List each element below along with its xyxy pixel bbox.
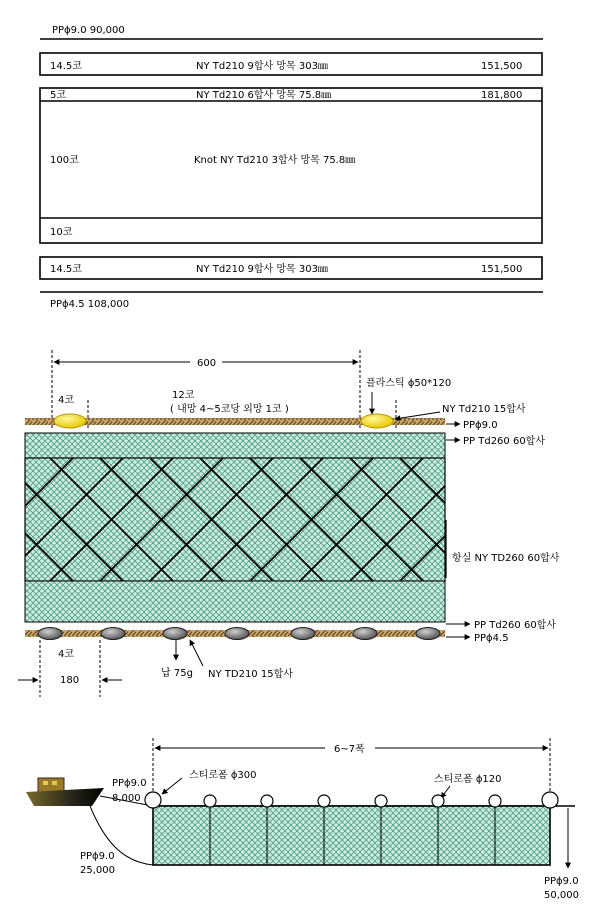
top-rope-spec-label: PPϕ9.0 <box>463 420 498 431</box>
styrofoam-float <box>145 792 161 808</box>
float-count-label: 4코 <box>58 395 75 406</box>
top-twine-label: NY Td210 15합사 <box>442 404 526 415</box>
styrofoam-float <box>375 795 387 807</box>
styrofoam-float <box>318 795 330 807</box>
boat-icon <box>26 778 104 806</box>
float-type-label: 플라스틱 ϕ50*120 <box>366 378 452 389</box>
trammel-net-body <box>25 458 445 581</box>
lead-sinker <box>225 628 249 640</box>
sinker-span-label: 180 <box>60 675 80 686</box>
trammel-twine-label: 항실 NY TD260 60합사 <box>452 553 560 564</box>
small-float-label: 스티로폼 ϕ120 <box>434 774 502 785</box>
lower-rope-length: 25,000 <box>80 865 115 876</box>
inner-top-mesh: 5코 <box>50 90 67 101</box>
lead-sinker <box>291 628 315 640</box>
styrofoam-float <box>489 795 501 807</box>
styrofoam-float <box>204 795 216 807</box>
top-rope-label: PPϕ9.0 90,000 <box>52 25 125 36</box>
deployed-net <box>153 806 550 865</box>
panel-top-material: NY Td210 9합사 망목 303㎜ <box>196 61 328 72</box>
net-detail <box>0 350 600 697</box>
top-selvedge-net <box>25 433 445 458</box>
large-float-label: 스티로폼 ϕ300 <box>189 770 257 781</box>
left-rope-length: 8,000 <box>112 793 141 804</box>
panel-top-mesh: 14.5코 <box>50 61 82 72</box>
panel-top-value: 151,500 <box>481 61 523 72</box>
inner-bottom-mesh: 10코 <box>50 227 73 238</box>
sinker-count-label: 4코 <box>58 649 75 660</box>
plastic-float <box>54 414 86 428</box>
inner-body-material: Knot NY Td210 3합사 망목 75.8㎜ <box>194 155 356 166</box>
lead-sinker <box>416 628 440 640</box>
inner-body-mesh: 100코 <box>50 155 79 166</box>
spec-table <box>40 25 543 310</box>
panel-bottom-mesh: 14.5코 <box>50 264 82 275</box>
bottom-rope-spec-label: PPϕ4.5 <box>474 633 509 644</box>
mesh-ratio-label: ( 내망 4~5코당 외망 1코 ) <box>170 404 289 415</box>
bottom-rope-label: PPϕ4.5 108,000 <box>50 299 130 310</box>
bottom-line-label: PP Td260 60합사 <box>474 620 557 631</box>
panel-bottom-value: 151,500 <box>481 264 523 275</box>
right-rope-length: 50,000 <box>544 890 579 901</box>
bottom-twine-label: NY TD210 15합사 <box>208 669 293 680</box>
bottom-selvedge-net <box>25 581 445 622</box>
styrofoam-float <box>542 792 558 808</box>
plastic-float <box>361 414 393 428</box>
lead-sinker <box>353 628 377 640</box>
styrofoam-float <box>261 795 273 807</box>
inner-top-value: 181,800 <box>481 90 523 101</box>
top-line-label: PP Td260 60합사 <box>463 436 546 447</box>
panel-bottom-material: NY Td210 9합사 망목 303㎜ <box>196 264 328 275</box>
span-label: 6~7폭 <box>334 744 365 755</box>
right-rope-label: PPϕ9.0 <box>544 876 579 887</box>
lead-sinker <box>163 628 187 640</box>
inner-top-material: NY Td210 6합사 망목 75.8㎜ <box>196 90 332 101</box>
lead-sinker <box>38 628 62 640</box>
deployment-diagram <box>26 738 579 901</box>
sinker-weight-label: 납 75g <box>161 668 193 679</box>
left-rope-label: PPϕ9.0 <box>112 778 147 789</box>
lead-sinker <box>101 628 125 640</box>
span-600-label: 600 <box>197 358 217 369</box>
mesh-count-label: 12코 <box>172 390 195 401</box>
styrofoam-float <box>432 795 444 807</box>
lower-rope-label: PPϕ9.0 <box>80 851 115 862</box>
